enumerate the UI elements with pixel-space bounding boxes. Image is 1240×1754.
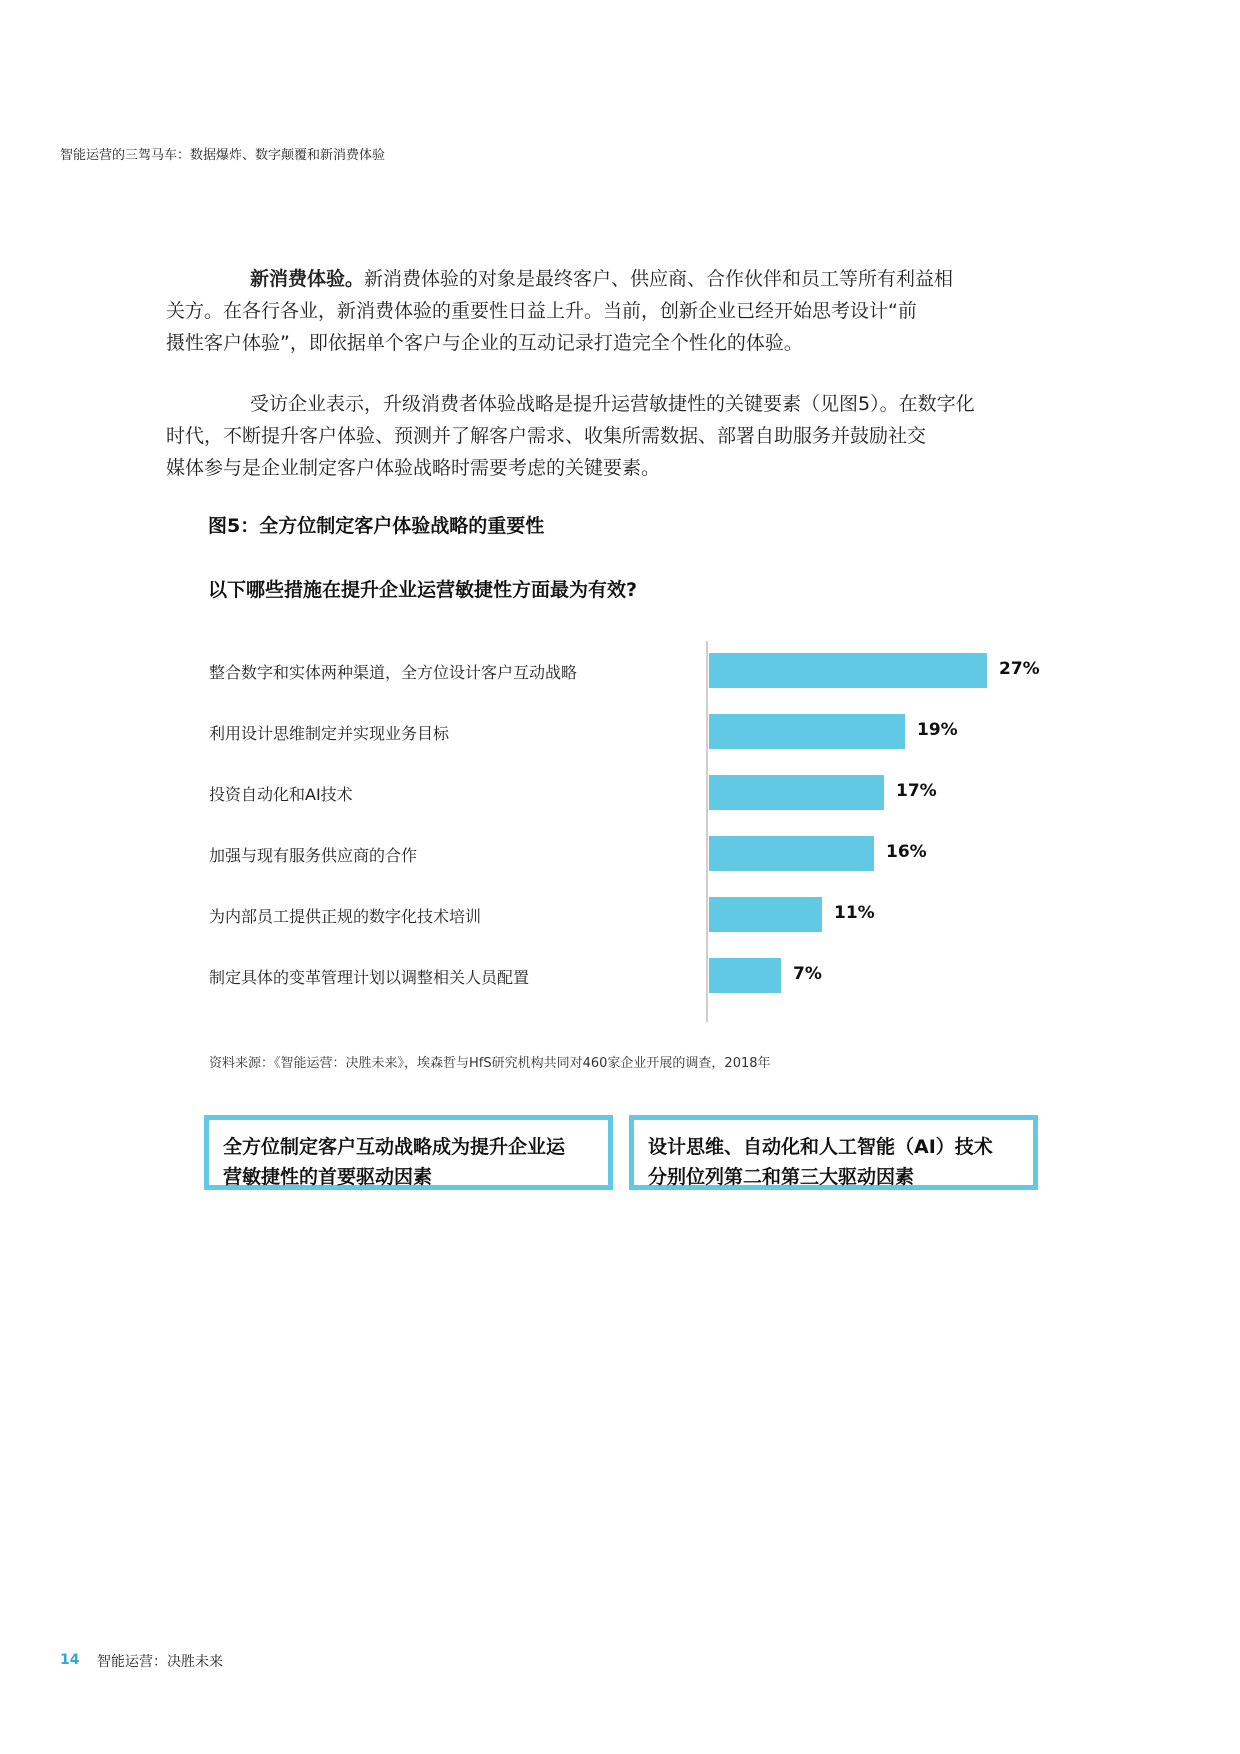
bar — [709, 653, 987, 688]
paragraph-new-consumer-experience — [166, 263, 1038, 359]
callout-1-line-1: 全方位制定客户互动战略成为提升企业运 — [223, 1136, 566, 1158]
bar — [709, 775, 884, 810]
figure-title: 图5：全方位制定客户体验战略的重要性 — [208, 515, 545, 537]
bar — [709, 897, 822, 932]
callout-2-line-2: 分别位列第二和第三大驱动因素 — [648, 1166, 915, 1188]
bar — [709, 958, 781, 993]
page-number: 14 — [60, 1652, 80, 1668]
paragraph-lead: 新消费体验。 — [250, 268, 365, 290]
bar-value-label: 16% — [886, 842, 927, 862]
running-header: 智能运营的三驾马车：数据爆炸、数字颠覆和新消费体验 — [60, 148, 386, 163]
paragraph1-line-3: 摄性客户体验”，即依据单个客户与企业的互动记录打造完全个性化的体验。 — [166, 332, 803, 354]
bar-value-label: 11% — [834, 903, 875, 923]
bar-value-label: 7% — [793, 964, 822, 984]
callout-box-1 — [204, 1115, 613, 1190]
paragraph1-line-1: 新消费体验的对象是最终客户、供应商、合作伙伴和员工等所有利益相 — [364, 268, 954, 290]
bar-value-label: 27% — [999, 659, 1040, 679]
paragraph1-line-2: 关方。在各行各业，新消费体验的重要性日益上升。当前，创新企业已经开始思考设计“前 — [166, 300, 917, 322]
paragraph2-line-1: 受访企业表示，升级消费者体验战略是提升运营敏捷性的关键要素（见图5）。在数字化 — [250, 393, 975, 415]
bar-label: 整合数字和实体两种渠道，全方位设计客户互动战略 — [209, 663, 578, 682]
bar-label: 投资自动化和AI技术 — [209, 785, 353, 804]
chart-axis-line — [706, 641, 708, 1022]
bar-label: 为内部员工提供正规的数字化技术培训 — [209, 907, 482, 926]
bar-label: 加强与现有服务供应商的合作 — [209, 846, 418, 865]
bar-label: 制定具体的变革管理计划以调整相关人员配置 — [209, 968, 530, 987]
figure-source: 资料来源：《智能运营：决胜未来》，埃森哲与HfS研究机构共同对460家企业开展的调查，2018年 — [209, 1056, 771, 1071]
figure-question: 以下哪些措施在提升企业运营敏捷性方面最为有效? — [208, 579, 638, 601]
paragraph2-line-3: 媒体参与是企业制定客户体验战略时需要考虑的关键要素。 — [166, 457, 661, 479]
paragraph-survey-findings — [166, 388, 1038, 484]
bar — [709, 714, 905, 749]
callout-2-line-1: 设计思维、自动化和人工智能（AI）技术 — [648, 1136, 993, 1158]
bar — [709, 836, 874, 871]
callout-box-2 — [629, 1115, 1038, 1190]
callout-1-line-2: 营敏捷性的首要驱动因素 — [223, 1166, 433, 1188]
footer-title: 智能运营：决胜未来 — [97, 1654, 223, 1670]
bar-value-label: 17% — [896, 781, 937, 801]
bar-label: 利用设计思维制定并实现业务目标 — [209, 724, 450, 743]
paragraph2-line-2: 时代，不断提升客户体验、预测并了解客户需求、收集所需数据、部署自助服务并鼓励社交 — [166, 425, 927, 447]
bar-value-label: 19% — [917, 720, 958, 740]
